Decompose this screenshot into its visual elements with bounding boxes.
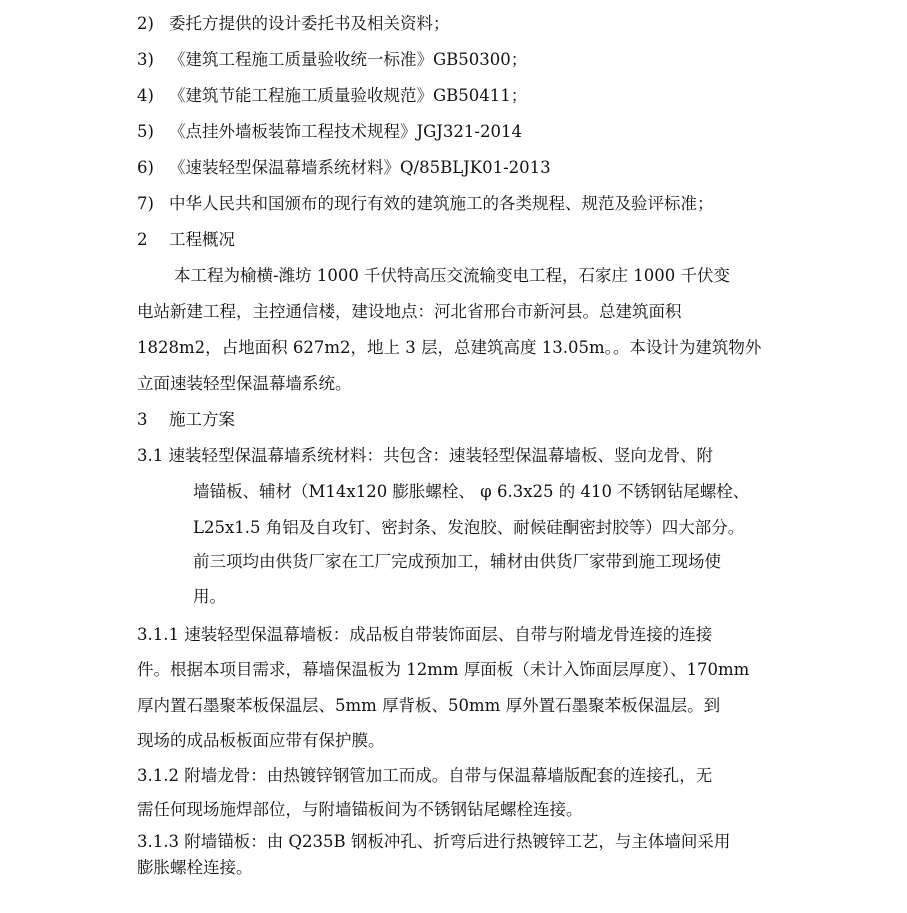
paragraph-line: 3.1 速装轻型保温幕墙系统材料：共包含：速装轻型保温幕墙板、竖向龙骨、附 <box>137 446 713 465</box>
paragraph-line: 3.1.2 附墙龙骨：由热镀锌钢管加工而成。自带与保温幕墙版配套的连接孔，无 <box>137 766 713 785</box>
reference-item <box>137 122 522 142</box>
reference-item <box>137 14 450 34</box>
reference-text: 委托方提供的设计委托书及相关资料； <box>169 14 450 33</box>
paragraph-line: 1828m2，占地面积 627m2，地上 3 层，总建筑高度 13.05m。。本设计为建筑物外 <box>137 338 762 357</box>
paragraph-line: 墙锚板、辅材（M14x120 膨胀螺栓、 φ 6.3x25 的 410 不锈钢钻尾螺栓、 <box>193 482 750 501</box>
paragraph-line: 膨胀螺栓连接。 <box>137 858 253 877</box>
reference-item <box>137 158 551 178</box>
paragraph-line: 3.1.3 附墙锚板：由 Q235B 钢板冲孔、折弯后进行热镀锌工艺，与主体墙间采用 <box>137 832 731 851</box>
reference-item <box>137 194 714 214</box>
reference-text: 《点挂外墙板装饰工程技术规程》JGJ321-2014 <box>169 122 522 141</box>
reference-number: 2) <box>137 14 154 33</box>
reference-text: 《建筑节能工程施工质量验收规范》GB50411； <box>169 86 528 105</box>
reference-text: 《速装轻型保温幕墙系统材料》Q/85BLJK01-2013 <box>169 158 551 177</box>
paragraph-line: 立面速装轻型保温幕墙系统。 <box>137 374 352 393</box>
reference-number: 7) <box>137 194 154 213</box>
reference-text: 中华人民共和国颁布的现行有效的建筑施工的各类规程、规范及验评标准； <box>169 194 714 213</box>
section-number: 3 <box>137 410 148 429</box>
reference-number: 3) <box>137 50 154 69</box>
paragraph-line: 现场的成品板板面应带有保护膜。 <box>137 731 385 750</box>
paragraph-line: 用。 <box>193 587 226 606</box>
reference-number: 5) <box>137 122 154 141</box>
paragraph-line: 需任何现场施焊部位，与附墙锚板间为不锈钢钻尾螺栓连接。 <box>137 800 583 819</box>
paragraph-line: 前三项均由供货厂家在工厂完成预加工，辅材由供货厂家带到施工现场使 <box>193 552 721 571</box>
paragraph-line: 电站新建工程，主控通信楼，建设地点：河北省邢台市新河县。总建筑面积 <box>137 302 682 321</box>
reference-text: 《建筑工程施工质量验收统一标准》GB50300； <box>169 50 528 69</box>
reference-item <box>137 50 527 70</box>
paragraph-line: L25x1.5 角铝及自攻钉、密封条、发泡胶、耐候硅酮密封胶等）四大部分。 <box>193 518 745 537</box>
paragraph-line: 3.1.1 速装轻型保温幕墙板：成品板自带装饰面层、自带与附墙龙骨连接的连接 <box>137 625 713 644</box>
reference-item <box>137 86 527 106</box>
section-heading <box>137 410 235 430</box>
paragraph-line: 厚内置石墨聚苯板保温层、5mm 厚背板、50mm 厚外置石墨聚苯板保温层。到 <box>137 696 721 715</box>
section-title: 工程概况 <box>169 230 235 249</box>
section-number: 2 <box>137 230 148 249</box>
section-title: 施工方案 <box>169 410 235 429</box>
paragraph-line: 件。根据本项目需求，幕墙保温板为 12mm 厚面板（未计入饰面层厚度）、170mm <box>137 660 750 679</box>
reference-number: 6) <box>137 158 154 177</box>
reference-number: 4) <box>137 86 154 105</box>
paragraph-line: 本工程为榆横-潍坊 1000 千伏特高压交流输变电工程，石家庄 1000 千伏变 <box>174 266 731 285</box>
section-heading <box>137 230 235 250</box>
